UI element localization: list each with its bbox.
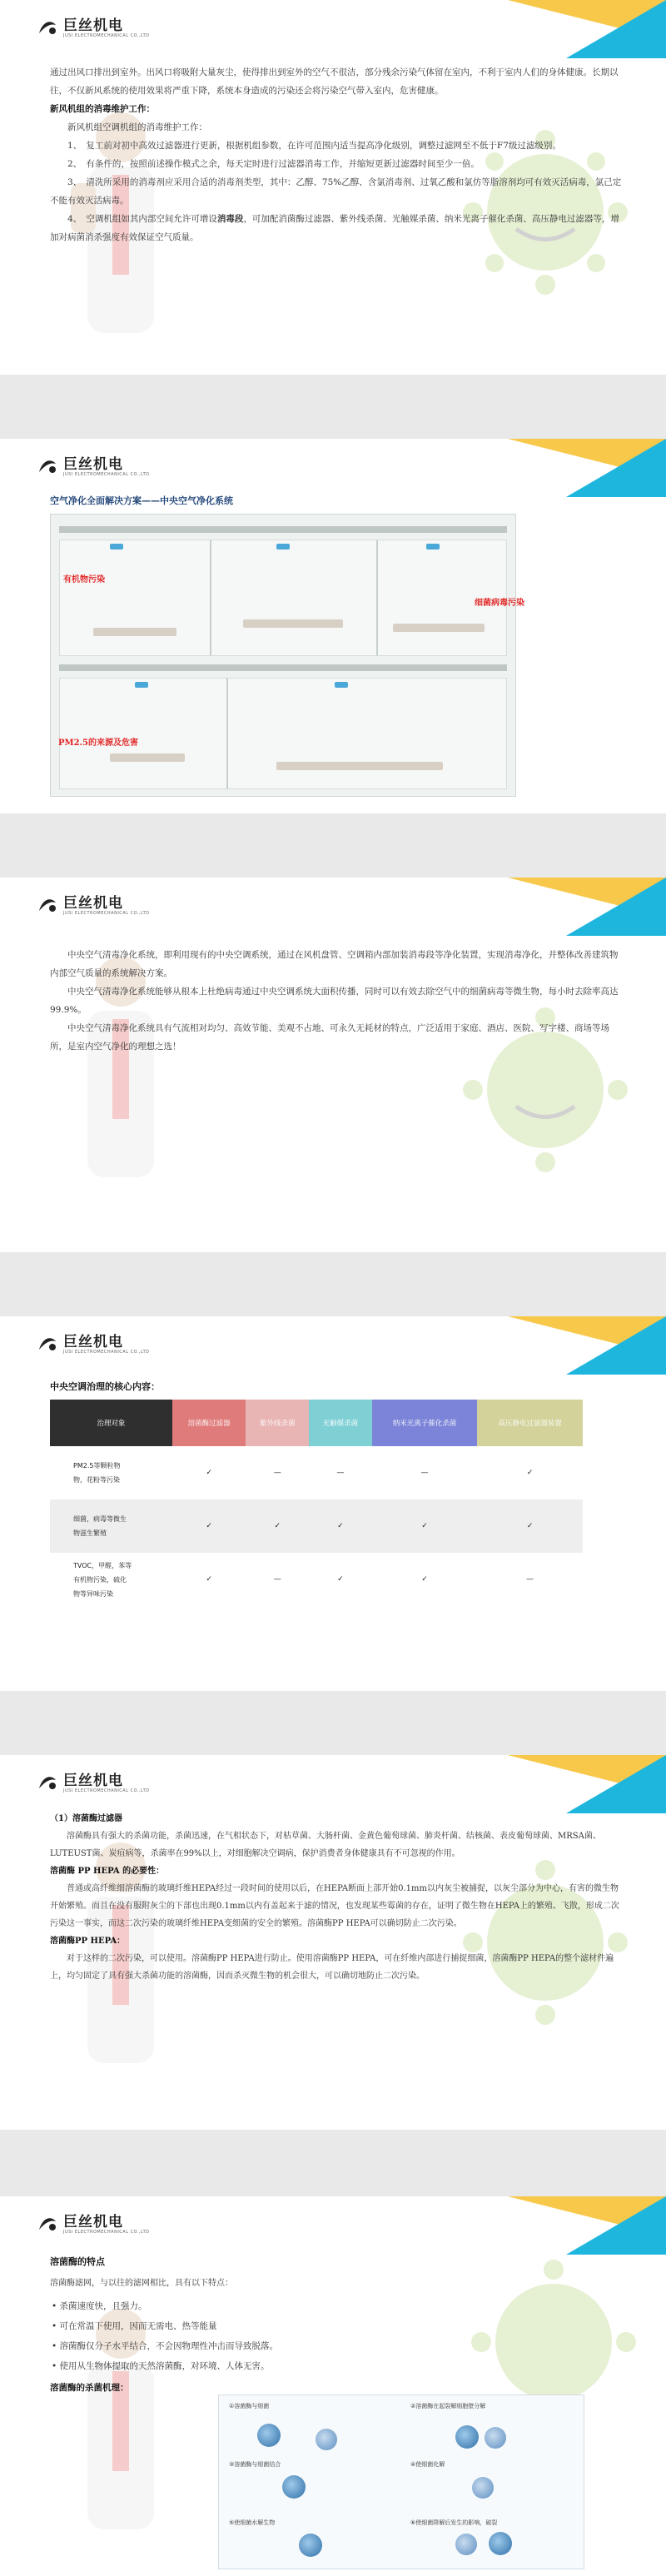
enzyme-icon [455, 2425, 479, 2449]
list-item: • 使用从生物体提取的天然溶菌酶，对环境、人体无害。 [52, 2361, 270, 2371]
air-vent [110, 544, 123, 550]
office-desk [393, 624, 485, 632]
item4-pre: 4、 空调机组如其内部空间允许可增设 [67, 214, 217, 224]
room-divider [226, 679, 228, 788]
table-cell: ✓ [421, 1575, 428, 1584]
air-vent [335, 682, 348, 688]
slide-3 [0, 878, 666, 1252]
intro-paragraph: 溶菌酶滤网，与以往的滤网相比，具有以下特点： [50, 2279, 233, 2288]
paragraph: 中央空气清毒净化系统，即利用现有的中央空调系统，通过在风机盘管、空调箱内部加装消毒段等净化装置，实现消毒净化，并整体改善建筑物内部空气质量的系统解决方案。 [50, 950, 619, 978]
slide3-text [50, 946, 624, 1056]
brand-sub: JUSI ELECTROMECHANICAL CO.,LTD [63, 910, 150, 916]
table-cell: — [273, 1469, 281, 1477]
feature-list [52, 2296, 278, 2376]
table-cell: ✓ [526, 1469, 534, 1477]
row-label [50, 1499, 172, 1553]
table-cell: — [420, 1469, 429, 1477]
slide-4 [0, 1316, 666, 1691]
step-label: ②溶菌酶在起裂解细胞壁分解 [410, 2403, 486, 2409]
row-label [50, 1446, 172, 1499]
air-vent [135, 682, 148, 688]
column-header: 纳米光离子催化杀菌 [372, 1400, 478, 1446]
diagram-step [224, 2457, 399, 2512]
enzyme-icon [257, 2424, 281, 2447]
paragraph: 普通或高纤维细溶菌酶的玻璃纤维HEPA经过一段时间的使用以后，在HEPA断面上部开始0.1mm以内灰尘被捕捉，以灰尘部分为中心，有害的微生物开始繁殖。而且在没有服附灰尘的下部也出现0.1mm以内有盖起来于滤的情况，也发现某些霉菌的存在，证明了微生物在HEPA上的繁殖、飞散，形成二次污染这一事实，而这二次污染的玻璃纤维HEPA变细菌的安全的繁殖。溶菌酶PP HEPA可以确切防止二次污染。 [50, 1884, 619, 1928]
slide-title: 空气净化全面解决方案——中央空气净化系统 [50, 495, 233, 506]
room-divider [376, 540, 378, 655]
list-item: 1、 复工前对初中高效过滤器进行更新，根据机组参数，在许可范围内适当提高净化级别，调整过滤网至不低于F7级过滤级别。 [67, 141, 561, 151]
table-cell: ✓ [477, 1499, 583, 1553]
step-label: ③溶菌酶与细菌结合 [229, 2461, 281, 2468]
row-label-line: TVOC，甲醛，苯等 [73, 1561, 132, 1569]
step-label: ④使细菌化解 [410, 2461, 445, 2468]
room-divider [210, 540, 211, 655]
brand-logo [37, 1333, 149, 1355]
brand-logo [37, 2213, 149, 2235]
table-cell: ✓ [246, 1499, 309, 1553]
corner-decoration [566, 1316, 666, 1375]
enzyme-icon [299, 2534, 322, 2557]
column-header: 治理对象 [50, 1400, 172, 1446]
table-cell: ✓ [372, 1499, 478, 1553]
brand-logo [37, 1772, 149, 1793]
table-cell: ✓ [309, 1499, 372, 1553]
item4-bold: 消毒段 [216, 214, 244, 224]
slide1-text [50, 63, 624, 246]
logo-icon [37, 1772, 58, 1793]
paragraph: 中央空气清毒净化系统具有气流相对均匀、高效节能、美观不占地、可永久无耗材的特点，广泛适用于家庭、酒店、医院、写字楼、商场等场所，是室内空气净化的理想之选！ [50, 1023, 609, 1052]
list-item: • 溶菌酶仅分子水平结合，不会因物理性冲击而导致脱落。 [52, 2341, 279, 2351]
table-row [50, 1446, 583, 1499]
enzyme-icon [489, 2532, 512, 2555]
list-item [50, 210, 624, 246]
logo-icon [37, 1333, 58, 1355]
sub-heading: 溶菌酶 PP HEPA 的必要性： [50, 1867, 165, 1876]
list-item: • 杀菌速度快，且强力。 [52, 2301, 147, 2311]
diagram-step [224, 2515, 399, 2567]
table-header-row [50, 1400, 583, 1446]
paragraph: 中央空气清毒净化系统能够从根本上杜绝病毒通过中央空调系统大面积传播，同时可以有效去除空气中的细菌病毒等微生物，每小时去除率高达99.9%。 [50, 987, 619, 1015]
list-item: 2、 有条件的，按照前述操作模式之余，每天定时进行过滤器消毒工作，并缩短更新过滤器时间至少一倍。 [67, 159, 480, 169]
bacterium-icon [455, 2534, 477, 2555]
brand-name: 巨丝机电 [63, 1333, 123, 1350]
slide-1 [0, 0, 666, 375]
paragraph: 溶菌酶具有强大的杀菌功能，杀菌迅速，在气相状态下，对枯草菌、大肠杆菌、金黄色葡萄球菌、肺炎杆菌、结核菌、表皮葡萄球菌、MRSA菌、LUTEUST菌、炭疽病等，杀菌率在99%以上，对细胞解决空调病，保护消费者身体健康具有不可忽视的作用。 [50, 1832, 601, 1858]
column-header: 紫外线杀菌 [246, 1400, 309, 1446]
logo-icon [37, 894, 58, 916]
corner-decoration [566, 878, 666, 936]
section-heading: （1）溶菌酶过滤器 [50, 1814, 122, 1823]
table-cell: ✓ [172, 1499, 246, 1553]
row-label-line: 物等异味污染 [73, 1589, 113, 1598]
logo-icon [37, 455, 58, 477]
paragraph: 对于这样的二次污染，可以使用。溶菌酶PP HEPA进行防止。使用溶菌酶PP HEPA，可在纤维内部进行捕捉细菌，溶菌酶PP HEPA的整个滤材件遍上，均匀固定了具有强大杀菌功能的溶菌酶，因而杀灭微生物的机会很大，可以确切地防止二次污染。 [50, 1954, 614, 1981]
intro-paragraph: 通过出风口排出到室外。出风口将吸附大量灰尘，使得排出到室外的空气不很洁，部分残余污染气体留在室内，不利于室内人们的身体健康。长期以往，不仅新风系统的使用效果将严重下降，系统本身造成的污染还会将污染空气带入室内，危害健康。 [50, 67, 619, 96]
item4-post: ，可加配消菌酶过滤器、紫外线杀菌、光触媒杀菌、纳米光离子催化杀菌、高压静电过滤器等，增加对病菌消杀强度有效保证空气质量。 [50, 214, 619, 242]
logo-icon [37, 17, 58, 38]
logo-icon [37, 2213, 58, 2235]
brand-sub: JUSI ELECTROMECHANICAL CO.,LTD [63, 2229, 150, 2235]
row-label-line: 有机物污染，硫化 [73, 1575, 127, 1584]
brand-name: 巨丝机电 [63, 1772, 123, 1789]
brand-sub: JUSI ELECTROMECHANICAL CO.,LTD [63, 1349, 150, 1355]
upper-floor [59, 540, 507, 656]
slide-5 [0, 1755, 666, 2130]
pollution-label: PM2.5的来源及危害 [58, 738, 138, 748]
mechanism-heading: 溶菌酶的杀菌机理： [50, 2383, 129, 2393]
step-label: ⑥使细菌降解后发生的影响，破裂 [410, 2519, 498, 2526]
conference-table [243, 619, 343, 628]
brand-name: 巨丝机电 [63, 2213, 123, 2230]
step-label: ⑤使细菌水解生物 [229, 2519, 276, 2526]
corner-decoration [566, 0, 666, 58]
air-vent [276, 544, 290, 550]
brand-logo [37, 17, 149, 38]
section-heading: 新风机组的消毒维护工作： [50, 104, 155, 114]
slide-title: 中央空调治理的核心内容： [50, 1381, 160, 1392]
row-label-line: PM2.5等颗粒物 [73, 1462, 121, 1470]
air-duct [59, 526, 507, 533]
brand-name: 巨丝机电 [63, 455, 123, 473]
pollution-label: 有机物污染 [63, 575, 105, 584]
bacterium-icon [485, 2427, 506, 2449]
brand-sub: JUSI ELECTROMECHANICAL CO.,LTD [63, 1788, 150, 1793]
corner-decoration [566, 2196, 666, 2255]
air-vent [426, 544, 440, 550]
brand-sub: JUSI ELECTROMECHANICAL CO.,LTD [63, 32, 150, 38]
table-cell: — [273, 1575, 281, 1584]
table-cell: ✓ [206, 1469, 212, 1477]
bacterium-icon [472, 2477, 494, 2499]
pollution-label: 细菌病毒污染 [475, 599, 524, 608]
office-desk [93, 628, 176, 636]
brand-name: 巨丝机电 [63, 894, 123, 912]
air-duct [59, 664, 507, 671]
table-cell: ✓ [206, 1575, 212, 1584]
row-label-line: 物，花粉等污染 [73, 1476, 120, 1484]
row-label [50, 1553, 172, 1606]
row-label-line: 细菌，病毒等微生 [73, 1515, 127, 1523]
diagram-step [405, 2457, 580, 2512]
step-label: ①溶菌酶与细菌 [229, 2403, 270, 2409]
bacterium-icon [316, 2429, 337, 2450]
column-header: 高压静电过滤器装置 [477, 1400, 583, 1446]
table-cell: — [526, 1575, 534, 1584]
table-row [50, 1499, 583, 1553]
corner-decoration [566, 439, 666, 497]
slide-2 [0, 439, 666, 813]
lower-floor [59, 678, 507, 789]
list-item: 3、 清洗所采用的消毒剂应采用合适的消毒剂类型，其中：乙醇、75%乙醇、含氯消毒剂、过氧乙酸和氯仿等脂溶剂均可有效灭活病毒，氯己定不能有效灭活病毒。 [50, 177, 622, 206]
brand-sub: JUSI ELECTROMECHANICAL CO.,LTD [63, 471, 150, 477]
slide-title: 溶菌酶的特点 [50, 2256, 105, 2267]
column-header: 溶菌酶过滤器 [172, 1400, 246, 1446]
lead-paragraph: 新风机组空调机组的消毒维护工作： [67, 122, 207, 132]
table-cell: ✓ [337, 1575, 344, 1584]
brand-name: 巨丝机电 [63, 17, 123, 34]
mechanism-diagram [218, 2394, 584, 2569]
table-cell: — [336, 1469, 345, 1477]
enzyme-icon [282, 2475, 306, 2499]
comparison-table [50, 1400, 583, 1606]
list-item: • 可在常温下使用，因而无需电、热等能量 [52, 2321, 217, 2331]
reception-desk [110, 753, 185, 762]
slide-6 [0, 2196, 666, 2576]
brand-logo [37, 455, 149, 477]
column-header: 光触媒杀菌 [309, 1400, 372, 1446]
diagram-step [405, 2515, 580, 2567]
office-desk [276, 762, 443, 770]
corner-decoration [566, 1755, 666, 1813]
table-row [50, 1553, 583, 1606]
row-label-line: 物滋生繁殖 [73, 1529, 107, 1537]
building-illustration [50, 514, 516, 797]
sub-heading: 溶菌酶PP HEPA： [50, 1937, 126, 1946]
brand-logo [37, 894, 149, 916]
slide5-text [50, 1810, 624, 1985]
